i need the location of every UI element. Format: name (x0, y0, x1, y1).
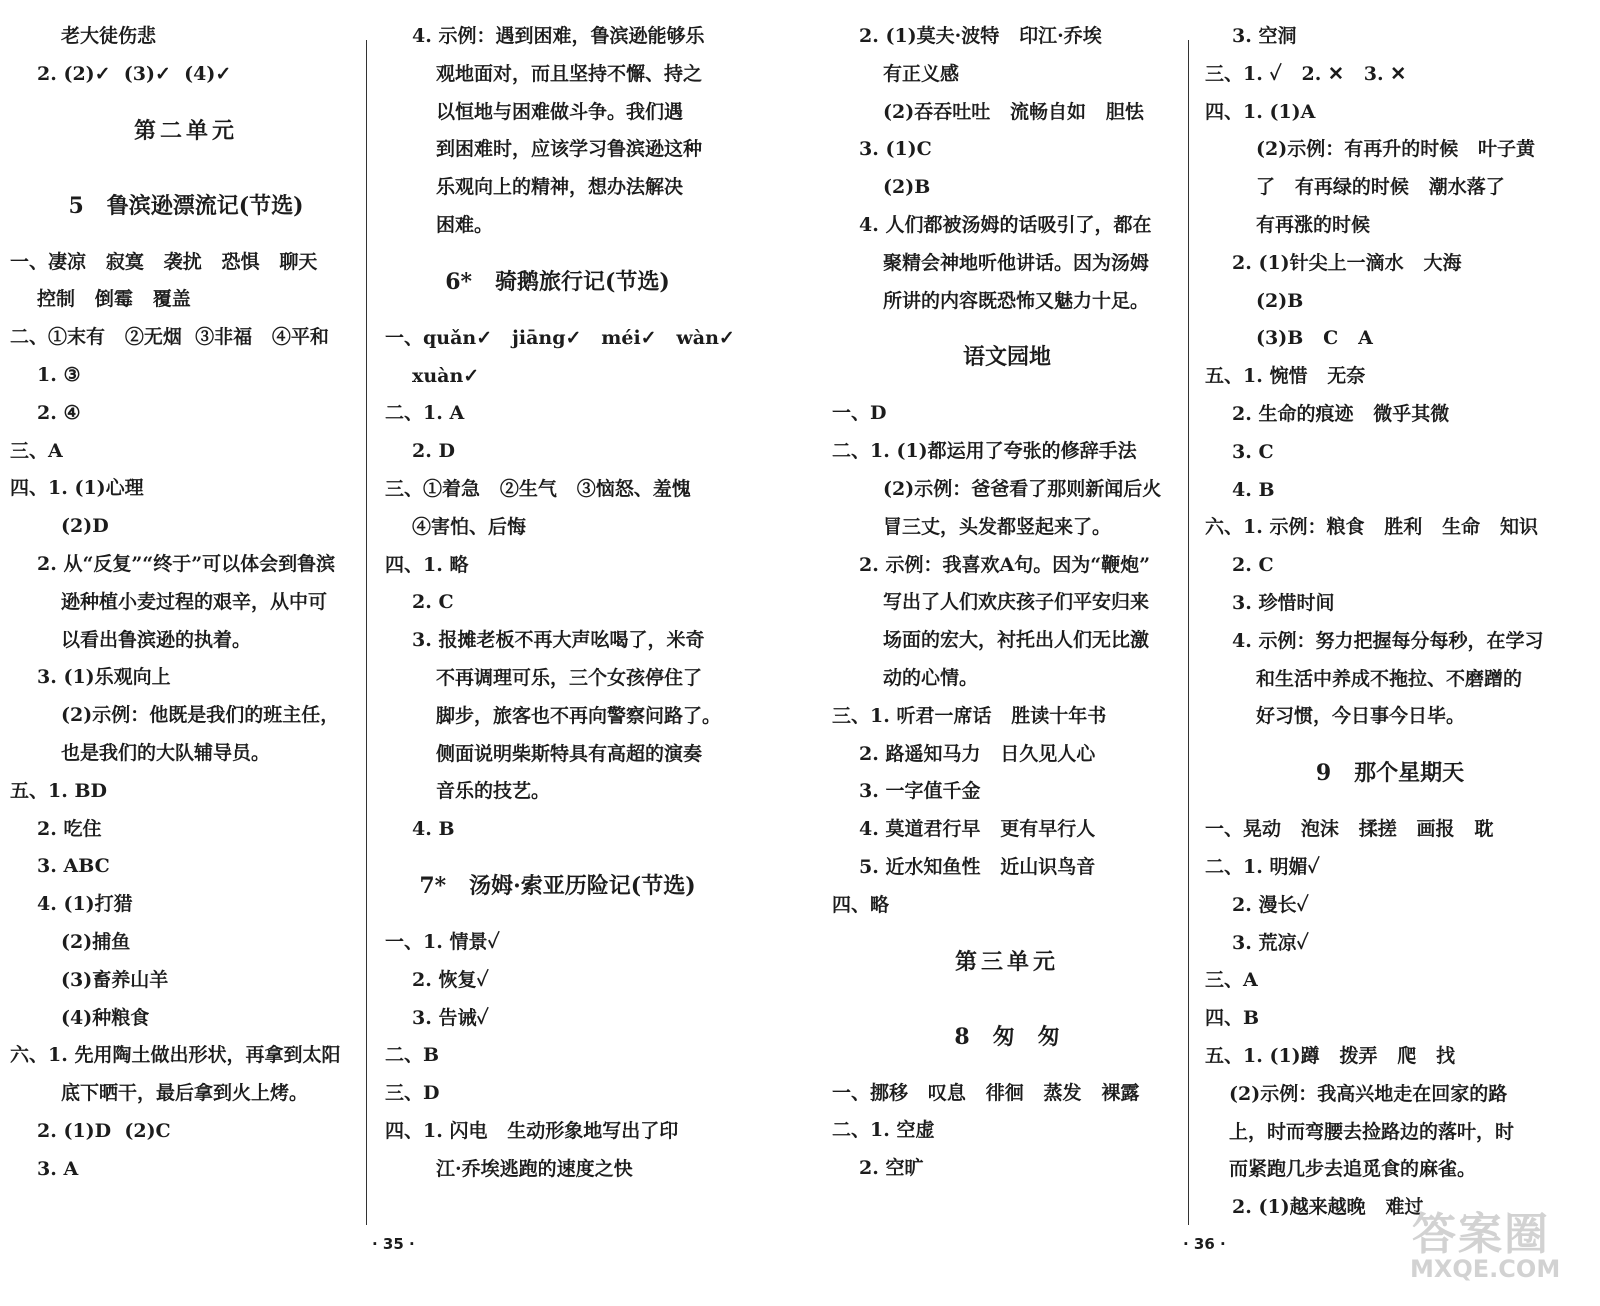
answer-line: 2. 漫长✓ (1232, 893, 1309, 916)
answer-line: 3. ABC (37, 855, 110, 878)
answer-line: 音乐的技艺。 (436, 780, 551, 803)
answer-line: 侧面说明柴斯特具有高超的演奏 (436, 742, 703, 765)
answer-line: 3. A (37, 1157, 79, 1180)
answer-line: (2)示例：有再升的时候 叶子黄 (1256, 138, 1536, 161)
answer-line: 2. D (412, 440, 455, 463)
answer-line: 3. 空洞 (1232, 25, 1297, 47)
answer-line: 4. 人们都被汤姆的话吸引了，都在 (859, 213, 1152, 236)
answer-line: 四、1. 略 (385, 553, 469, 576)
section-heading: 6* 骑鹅旅行记(节选) (445, 268, 670, 295)
column-divider-right (1188, 40, 1189, 1225)
answer-line: 四、B (1205, 1007, 1260, 1030)
column-1 (10, 18, 362, 1189)
answer-line: 2. 路遥知马力 日久见人心 (859, 742, 1096, 765)
answer-line: 2. 吃住 (37, 817, 102, 840)
answer-line: 二、1. 明媚✓ (1205, 855, 1320, 878)
answer-line: 一、挪移 叹息 徘徊 蒸发 裸露 (832, 1081, 1140, 1104)
answer-line: 一、quǎn✓ jiāng✓ méi✓ wàn✓ (385, 326, 735, 349)
answer-line: (2)吞吞吐吐 流畅自如 胆怯 (883, 100, 1144, 123)
answer-line: 三、A (10, 439, 63, 462)
section-heading: 8 匆 匆 (954, 1023, 1060, 1050)
answer-line: (2)B (883, 176, 931, 199)
answer-line: 三、①着急 ②生气 ③恼怒、羞愧 (385, 477, 691, 500)
unit-heading: 第三单元 (954, 948, 1059, 975)
answer-line: 5. 近水知鱼性 近山识鸟音 (859, 855, 1096, 878)
answer-line: 三、D (385, 1082, 440, 1105)
page-number-right: · 36 · (1183, 1235, 1226, 1253)
answer-line: 以恒地与困难做斗争。我们遇 (436, 100, 684, 123)
answer-line: 了 有再绿的时候 潮水落了 (1256, 176, 1505, 199)
answer-line: (2)捕鱼 (61, 930, 131, 953)
answer-line: 2. ④ (37, 401, 81, 424)
answer-line: 2. 恢复✓ (412, 968, 489, 991)
section-heading: 9 那个星期天 (1315, 760, 1465, 787)
answer-line: 2. (1)莫夫·波特 印江·乔埃 (859, 25, 1102, 47)
column-4 (1205, 18, 1575, 1227)
column-2 (385, 18, 735, 1189)
answer-line: 聚精会神地听他讲话。因为汤姆 (883, 251, 1150, 274)
answer-line: 一、D (832, 402, 887, 425)
answer-line: 3. 告诫✓ (412, 1006, 489, 1029)
answer-line: 2. C (1232, 554, 1274, 577)
answer-line: 所讲的内容既恐怖又魅力十足。 (883, 289, 1150, 312)
answer-line: (3)B C A (1256, 327, 1373, 350)
answer-line: 逊种植小麦过程的艰辛，从中可 (61, 590, 328, 613)
answer-line: 上，时而弯腰去捡路边的落叶，时 (1229, 1120, 1515, 1143)
answer-line: 六、1. 示例：粮食 胜利 生命 知识 (1205, 516, 1538, 539)
answer-line: 2. 生命的痕迹 微乎其微 (1232, 402, 1450, 425)
unit-heading: 第二单元 (133, 117, 238, 144)
section-heading: 5 鲁滨逊漂流记(节选) (68, 192, 304, 219)
answer-line: (3)畜养山羊 (61, 968, 169, 991)
answer-line: 2. (2)✓ (3)✓ (4)✓ (37, 62, 232, 85)
answer-line: (2)D (61, 515, 109, 538)
answer-line: 四、略 (832, 893, 890, 916)
answer-line: 3. 荒凉✓ (1232, 931, 1309, 954)
answer-line: (4)种粮食 (61, 1006, 150, 1029)
answer-line: 4. B (1232, 478, 1275, 501)
answer-line: (2)B (1256, 289, 1304, 312)
answer-line: 2. 空旷 (859, 1157, 924, 1180)
answer-line: 3. C (1232, 440, 1274, 463)
answer-line: 底下晒干，最后拿到火上烤。 (61, 1082, 309, 1105)
watermark-url: MXQE.COM (1410, 1255, 1561, 1283)
column-divider-left (366, 40, 367, 1225)
answer-line: 3. 珍惜时间 (1232, 591, 1335, 614)
section-heading: 7* 汤姆·索亚历险记(节选) (419, 872, 696, 899)
answer-line: 困难。 (436, 213, 494, 236)
answer-line: 4. (1)打猎 (37, 893, 133, 916)
watermark (1400, 1195, 1590, 1295)
answer-line: 冒三丈，头发都竖起来了。 (883, 515, 1112, 538)
answer-line: 3. 一字值千金 (859, 780, 981, 803)
page-number-left: · 35 · (372, 1235, 415, 1253)
answer-line: 4. 示例：遇到困难，鲁滨逊能够乐 (412, 25, 705, 47)
answer-line: (2)示例：爸爸看了那则新闻后火 (883, 477, 1162, 500)
answer-line: 有正义感 (883, 62, 960, 85)
answer-line: (2)示例：我高兴地走在回家的路 (1229, 1082, 1508, 1105)
answer-line: 4. 莫道君行早 更有早行人 (859, 818, 1096, 841)
answer-line: 1. ③ (37, 363, 81, 386)
answer-line: 也是我们的大队辅导员。 (61, 741, 271, 764)
answer-line: 和生活中养成不拖拉、不磨蹭的 (1256, 667, 1523, 690)
answer-line: 一、晃动 泡沫 揉搓 画报 耽 (1205, 818, 1494, 841)
answer-line: 以看出鲁滨逊的执着。 (61, 628, 252, 651)
watermark-logo-text: 答案圈 (1412, 1209, 1550, 1260)
answer-line: 控制 倒霉 覆盖 (37, 288, 191, 311)
answer-line: 老大徒伤悲 (61, 25, 157, 47)
answer-line: 二、B (385, 1044, 440, 1067)
answer-line: 三、A (1205, 969, 1258, 992)
answer-line: 五、1. BD (10, 779, 107, 802)
answer-line: 4. B (412, 818, 455, 841)
answer-line: 到困难时，应该学习鲁滨逊这种 (436, 138, 703, 161)
answer-line: ④害怕、后悔 (412, 515, 527, 538)
answer-line: 2. C (412, 591, 454, 614)
answer-line: 二、①末有 ②无烟 ③非福 ④平和 (10, 326, 329, 349)
answer-line: (2)示例：他既是我们的班主任， (61, 704, 340, 727)
answer-line: 一、1. 情景✓ (385, 930, 500, 953)
answer-line: 3. 报摊老板不再大声吆喝了，米奇 (412, 629, 705, 652)
answer-line: 五、1. 惋惜 无奈 (1205, 365, 1366, 388)
column-3 (832, 18, 1182, 1188)
answer-line: 四、1. (1)心理 (10, 477, 144, 500)
answer-line: 2. (1)越来越晚 难过 (1232, 1196, 1424, 1219)
answer-line: 3. (1)C (859, 138, 932, 161)
answer-line: 动的心情。 (883, 666, 979, 689)
answer-line: xuàn✓ (412, 364, 480, 387)
section-heading: 语文园地 (962, 344, 1051, 371)
answer-line: 观地面对，而且坚持不懈、持之 (436, 62, 703, 85)
answer-line: 不再调理可乐，三个女孩停住了 (436, 666, 703, 689)
answer-line: 2. (1)针尖上一滴水 大海 (1232, 251, 1462, 274)
answer-line: 三、1. ✓ 2. ✕ 3. ✕ (1205, 62, 1407, 85)
answer-line: 2. 示例：我喜欢A句。因为“鞭炮” (859, 553, 1151, 576)
answer-line: 4. 示例：努力把握每分每秒，在学习 (1232, 629, 1544, 652)
answer-line: 江·乔埃逃跑的速度之快 (436, 1157, 633, 1180)
answer-line: 场面的宏大，衬托出人们无比激 (883, 629, 1150, 652)
answer-line: 写出了人们欢庆孩子们平安归来 (883, 591, 1150, 614)
answer-line: 乐观向上的精神，想办法解决 (436, 176, 684, 199)
answer-line: 一、凄凉 寂寞 袭扰 恐惧 聊天 (10, 250, 318, 273)
answer-line: 六、1. 先用陶土做出形状，再拿到太阳 (10, 1044, 341, 1067)
answer-line: 而紧跑几步去追觅食的麻雀。 (1229, 1158, 1477, 1181)
answer-line: 脚步，旅客也不再向警察问路了。 (436, 704, 722, 727)
answer-line: 四、1. (1)A (1205, 100, 1316, 123)
answer-line: 二、1. (1)都运用了夸张的修辞手法 (832, 440, 1137, 463)
answer-line: 五、1. (1)蹲 拨弄 爬 找 (1205, 1044, 1456, 1067)
answer-line: 二、1. A (385, 402, 465, 425)
answer-line: 2. 从“反复”“终于”可以体会到鲁滨 (37, 552, 336, 575)
answer-line: 四、1. 闪电 生动形象地写出了印 (385, 1119, 679, 1142)
answer-line: 有再涨的时候 (1256, 213, 1371, 236)
answer-line: 三、1. 听君一席话 胜读十年书 (832, 704, 1107, 727)
answer-line: 2. (1)D (2)C (37, 1119, 171, 1142)
answer-line: 二、1. 空虚 (832, 1119, 935, 1142)
answer-line: 3. (1)乐观向上 (37, 666, 171, 689)
answer-line: 好习惯，今日事今日毕。 (1256, 705, 1466, 728)
